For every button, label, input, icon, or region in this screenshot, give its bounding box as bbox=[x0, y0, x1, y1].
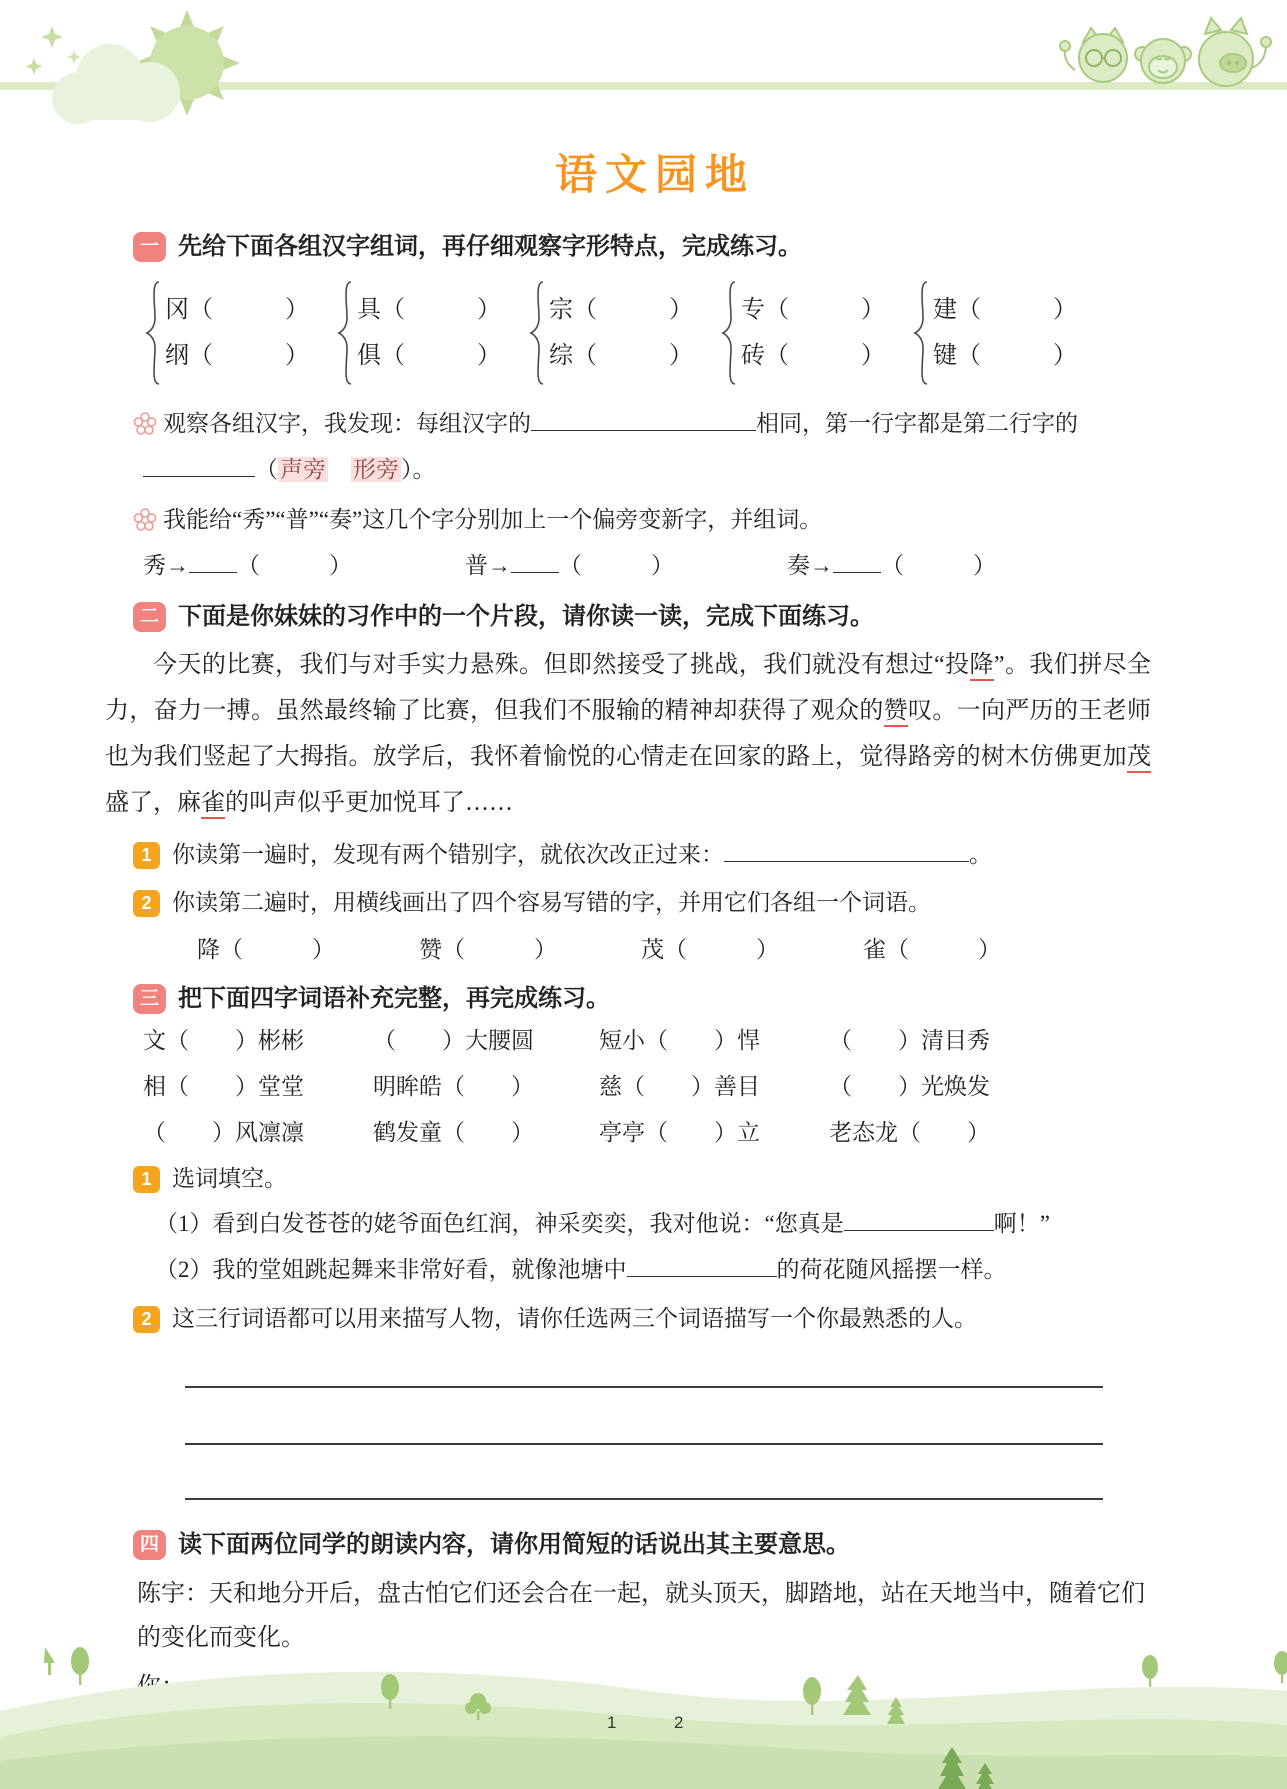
section-4-marker: 四 bbox=[133, 1530, 166, 1560]
curly-brace-icon bbox=[721, 280, 737, 386]
item-1-marker: 1 bbox=[133, 1166, 160, 1193]
pair-top: 具（ ） bbox=[357, 297, 501, 323]
pair-top: 专（ ） bbox=[741, 297, 885, 323]
word-cell: 茂（ ） bbox=[641, 937, 779, 962]
section-1-marker: 一 bbox=[133, 232, 166, 262]
section-4-heading-row bbox=[133, 1528, 1177, 1562]
idiom-cell: （ ）清目秀 bbox=[829, 1028, 990, 1053]
fill-blank-1: （1）看到白发苍苍的姥爷面色红润，神采奕奕，我对他说：“您真是 啊！” bbox=[155, 1204, 1177, 1244]
derive-heading-line bbox=[133, 500, 1177, 540]
flower-icon bbox=[133, 508, 157, 532]
idiom-cell: 老态龙（ ） bbox=[829, 1120, 990, 1145]
observe-line-1 bbox=[133, 404, 1177, 444]
section-3-heading-row bbox=[133, 982, 1177, 1016]
word-building-row bbox=[197, 930, 1177, 970]
idiom-cell: 短小（ ）悍 bbox=[599, 1028, 760, 1053]
section-3-marker: 三 bbox=[133, 984, 166, 1014]
derive-item: 奏→ （ ） bbox=[787, 546, 1109, 586]
idiom-cell: （ ）光焕发 bbox=[829, 1074, 990, 1099]
writing-line bbox=[185, 1443, 1103, 1445]
fill-blank-2: （2）我的堂姐跳起舞来非常好看，就像池塘中 的荷花随风摇摆一样。 bbox=[155, 1250, 1177, 1290]
idiom-cell: 相（ ）堂堂 bbox=[143, 1074, 304, 1099]
page-title: 语文园地 bbox=[554, 151, 755, 198]
s3-item-1 bbox=[133, 1160, 1177, 1198]
s3-item-2-text: 这三行词语都可以用来描写人物，请你任选两三个词语描写一个你最熟悉的人。 bbox=[172, 1306, 977, 1331]
pair-bottom: 综（ ） bbox=[549, 343, 693, 369]
curly-brace-icon bbox=[529, 280, 545, 386]
derive-item: 秀→ （ ） bbox=[143, 546, 465, 586]
flower-icon bbox=[133, 412, 157, 436]
pair-bottom: 键（ ） bbox=[933, 343, 1077, 369]
s3-item-1-text: 选词填空。 bbox=[172, 1166, 287, 1191]
section-2-marker: 二 bbox=[133, 602, 166, 632]
idiom-grid bbox=[143, 1028, 1177, 1146]
pair-bottom: 砖（ ） bbox=[741, 343, 885, 369]
item-2-marker: 2 bbox=[133, 1306, 160, 1333]
idiom-cell: 文（ ）彬彬 bbox=[143, 1028, 304, 1053]
char-pair-group bbox=[913, 280, 1083, 386]
word-cell: 雀（ ） bbox=[863, 937, 1001, 962]
writing-line bbox=[185, 1386, 1103, 1388]
writing-line bbox=[185, 1498, 1103, 1500]
s2-item-2 bbox=[133, 884, 1177, 922]
curly-brace-icon bbox=[913, 280, 929, 386]
idiom-cell: （ ）风凛凛 bbox=[143, 1120, 304, 1145]
chenyu-reading-text: 陈宇：天和地分开后，盘古怕它们还会合在一起，就头顶天，脚踏地，站在天地当中，随着它们的变化而变化。 bbox=[137, 1581, 1145, 1651]
footer-decoration bbox=[0, 1639, 1287, 1789]
curly-brace-icon bbox=[145, 280, 161, 386]
s2-item-1 bbox=[133, 836, 1177, 874]
char-pair-group bbox=[721, 280, 891, 386]
char-pairs-row bbox=[145, 280, 1177, 386]
page-number-right: 2 bbox=[674, 1713, 684, 1732]
word-cell: 降（ ） bbox=[197, 937, 335, 962]
char-pair-group bbox=[529, 280, 699, 386]
observe-text: 观察各组汉字，我发现：每组汉字的 相同，第一行字都是第二行字的 bbox=[163, 404, 1078, 444]
idiom-cell: 亭亭（ ）立 bbox=[599, 1120, 760, 1145]
derive-heading: 我能给“秀”“普”“奏”这几个字分别加上一个偏旁变新字，并组词。 bbox=[163, 507, 823, 532]
pair-top: 冈（ ） bbox=[165, 297, 309, 323]
idiom-cell: 明眸皓（ ） bbox=[373, 1074, 534, 1099]
section-1-title: 先给下面各组汉字组词，再仔细观察字形特点，完成练习。 bbox=[178, 233, 802, 260]
char-pair-group bbox=[337, 280, 507, 386]
pair-bottom: 俱（ ） bbox=[357, 343, 501, 369]
derive-item: 普→ （ ） bbox=[465, 546, 787, 586]
word-cell: 赞（ ） bbox=[419, 937, 557, 962]
observe-line-2: （声旁 形旁）。 bbox=[143, 450, 1177, 490]
page-numbers bbox=[0, 1713, 1287, 1737]
pair-top: 建（ ） bbox=[933, 297, 1077, 323]
s3-item-2 bbox=[133, 1300, 1177, 1338]
derive-row bbox=[143, 546, 1177, 586]
idiom-cell: （ ）大腰圆 bbox=[373, 1028, 534, 1053]
page-number-left: 1 bbox=[607, 1713, 617, 1732]
pair-bottom: 纲（ ） bbox=[165, 343, 309, 369]
curly-brace-icon bbox=[337, 280, 353, 386]
item-1-marker: 1 bbox=[133, 842, 160, 869]
s2-item-2-text: 你读第二遍时，用横线画出了四个容易写错的字，并用它们各组一个词语。 bbox=[172, 890, 931, 915]
s2-item-1-text: 你读第一遍时，发现有两个错别字，就依次改正过来： 。 bbox=[172, 836, 992, 874]
section-3-title: 把下面四字词语补充完整，再完成练习。 bbox=[178, 985, 610, 1012]
pair-top: 宗（ ） bbox=[549, 297, 693, 323]
section-1-heading-row bbox=[133, 230, 1177, 264]
idiom-cell: 鹤发童（ ） bbox=[373, 1120, 534, 1145]
section-2-heading-row bbox=[133, 600, 1177, 634]
idiom-cell: 慈（ ）善目 bbox=[599, 1074, 760, 1099]
section-2-title: 下面是你妹妹的习作中的一个片段，请你读一读，完成下面练习。 bbox=[178, 603, 874, 630]
char-pair-group bbox=[145, 280, 315, 386]
section-4-title: 读下面两位同学的朗读内容，请你用简短的话说出其主要意思。 bbox=[178, 1531, 850, 1558]
item-2-marker: 2 bbox=[133, 890, 160, 917]
essay-paragraph: 今天的比赛，我们与对手实力悬殊。但即然接受了挑战，我们就没有想过“投降”。我们拼尽全力，奋力一搏。虽然最终输了比赛，但我们不服输的精神却获得了观众的赞叹。一向严历的王老师也为我们竖起了大拇指。放学后，我怀着愉悦的心情走在回家的路上，觉得路旁的树木仿佛更加茂盛了，麻雀的叫声似乎更加悦耳了…… bbox=[105, 642, 1151, 826]
